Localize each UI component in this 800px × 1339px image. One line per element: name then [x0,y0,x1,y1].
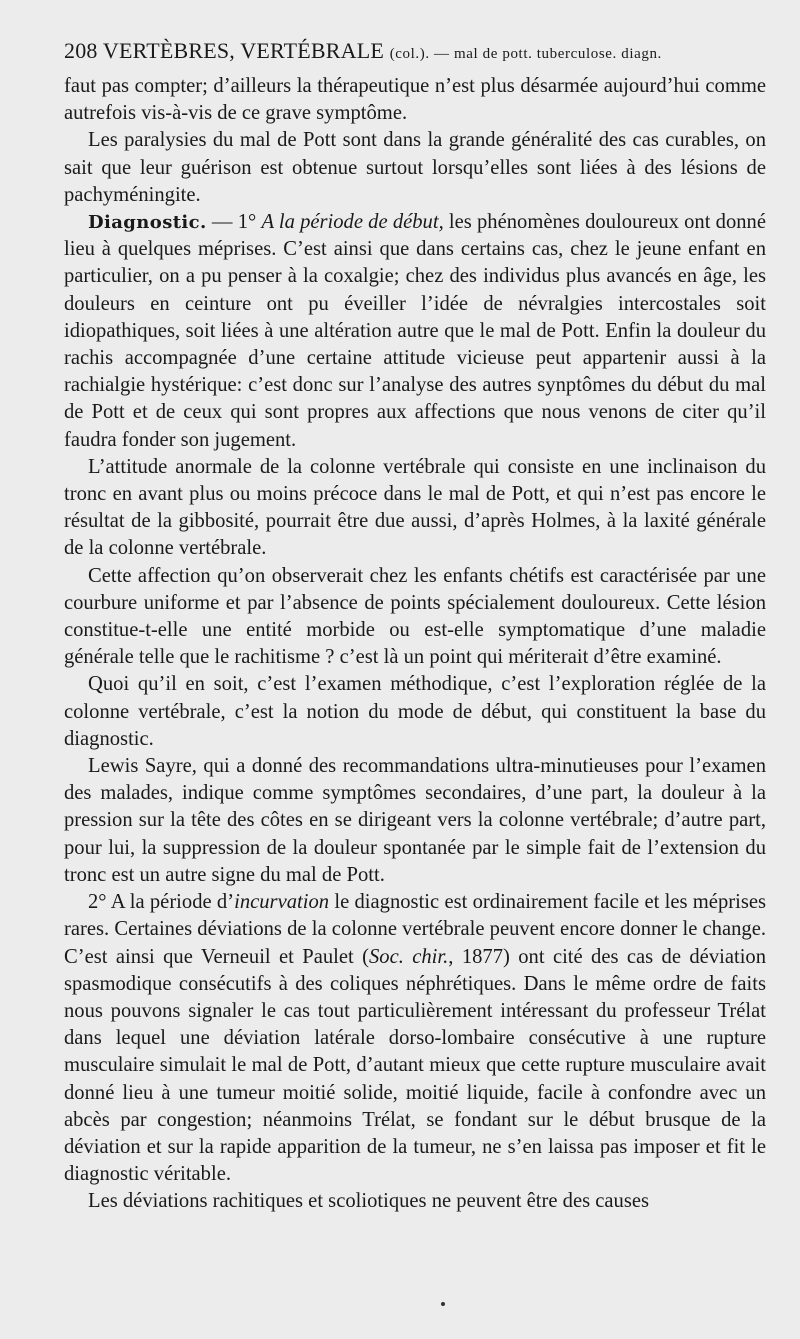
ink-dot [441,1302,445,1306]
paragraph-1: faut pas compter; d’ailleurs la thérapeutique n’est plus désarmée aujourd’hui comme autrefois vis-à-vis de ce grave symptôme. [64,75,766,125]
paragraph-incurvation [64,889,766,1188]
paragraph-diagnostic-italic: A la période de début, [261,211,444,234]
page-body [64,73,766,1216]
paragraph-4: L’attitude anormale de la colonne vertébrale qui consiste en une inclinaison du tronc en avant plus ou moins précoce dans le mal de Pott, et qui n’est pas encore le résultat de la gibbosité, pourrait être due aussi, d’après Holmes, à la laxité générale de la colonne vertébrale. [64,455,766,560]
paragraph-diagnostic-text: les phénomènes douloureux ont donné lieu à quelques méprises. C’est ainsi que dans certains cas, chez le jeune enfant en particulier, on a pu penser à la coxalgie; chez des individus plus avancés en âge, les douleurs en ceinture ont pu éveiller l’idée de névralgies intercostales soit idiopathiques, soit liées à une altération autre que le mal de Pott. Enfin la douleur du rachis accompagnée d’une certaine attitude vicieuse peut appartenir aussi à la rachialgie hystérique: c’est donc sur l’analyse des autres synptômes du début du mal de Pott et de ceux qui sont propres aux affections que nous venons de citer qu’il faudra fonder son jugement. [64,211,766,451]
section-heading: Diagnostic. [88,212,207,234]
paragraph-incurvation-text-2: , 1877) ont cité des cas de déviation spasmodique consécutifs à des coliques néphrétiques. Dans le même ordre de faits nous pouvons signaler le cas tout particulièrement intéressant du professeur Trélat dans lequel une déviation latérale dorso-lombaire consécutive à une rupture musculaire simulait le mal de Pott, d’autant mieux que cette rupture musculaire avait donné lieu à une tumeur moitié solide, moitié liquide, facile à confondre avec un abcès par congestion; néanmoins Trélat, se fondant sur le début brusque de la déviation et sur la rapide apparition de la tumeur, ne s’en laissa pas imposer et fit le diagnostic véritable. [64,945,767,1186]
paragraph-7: Lewis Sayre, qui a donné des recommandations ultra-minutieuses pour l’examen des malades, indique comme symptômes secondaires, d’une part, la douleur à la pression sur la tête des côtes en se dirigeant vers la colonne vertébrale; d’autre part, pour lui, la suppression de la douleur spontanée par le simple fait de l’extension du tronc est un autre signe du mal de Pott. [64,755,766,886]
paragraph-5: Cette affection qu’on observerait chez les enfants chétifs est caractérisée par une courbure uniforme et par l’absence de points spécialement douloureux. Cette lésion constitue-t-elle une entité morbide ou est-elle symptomatique d’une maladie générale telle que le rachitisme ? c’est là un point qui mériterait d’être examiné. [64,564,766,669]
header-subtitle: (col.). — mal de pott. tuberculose. diagn. [389,46,662,62]
paragraph-diagnostic [64,209,766,454]
paragraph-2: Les paralysies du mal de Pott sont dans la grande généralité des cas curables, on sait que leur guérison est obtenue surtout lorsqu’elles sont liées à des lésions de pachyméningite. [64,129,766,206]
paragraph-diagnostic-lead: — 1° [206,211,262,234]
paragraph-incurvation-text-1: le diagnostic est ordinairement facile et les méprises rares. Certaines déviations de la colonne vertébrale peuvent encore donner le change. C’est ainsi que Verneuil et Paulet ( [64,891,766,968]
running-header [64,36,766,69]
page-number: 208 [64,38,98,63]
paragraph-incurvation-italic: incurvation [234,891,330,914]
paragraph-incurvation-citation: Soc. chir. [368,945,449,968]
header-title: VERTÈBRES, VERTÉBRALE [102,38,384,63]
paragraph-6: Quoi qu’il en soit, c’est l’examen méthodique, c’est l’exploration réglée de la colonne vertébrale, c’est la notion du mode de début, qui constituent la base du diagnostic. [64,673,766,750]
paragraph-incurvation-lead: 2° A la période d’ [88,891,235,914]
paragraph-9: Les déviations rachitiques et scoliotiques ne peuvent être des causes [88,1190,649,1213]
